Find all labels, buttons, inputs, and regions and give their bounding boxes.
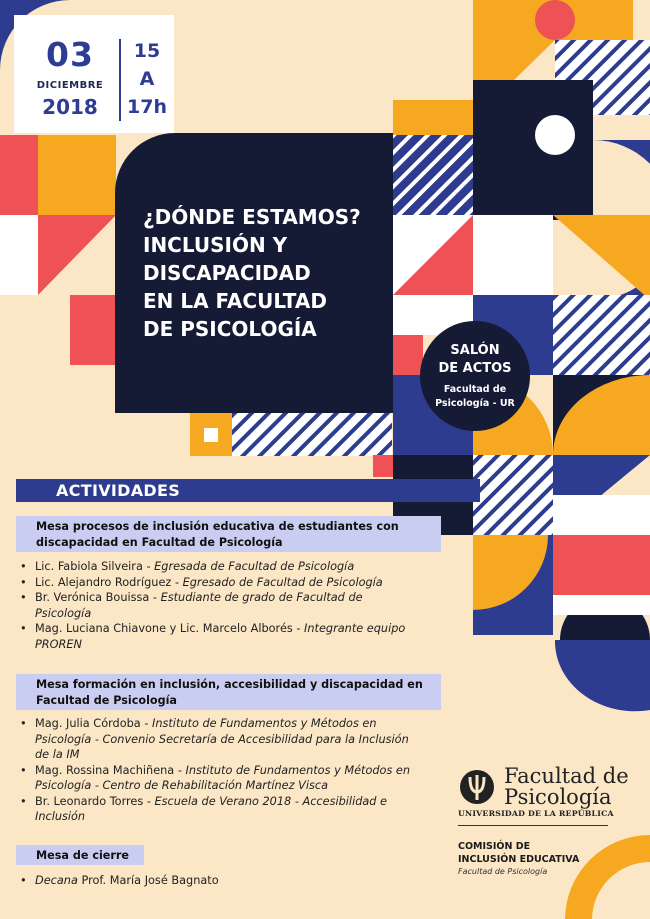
white-block — [0, 215, 38, 295]
speaker-name: Br. Verónica Bouissa - — [35, 591, 161, 604]
title-line: DE PSICOLOGÍA — [143, 317, 317, 341]
speaker-name: Prof. María José Bagnato — [77, 874, 219, 887]
speaker-name: Br. Leonardo Torres - — [35, 794, 155, 808]
speaker-list — [20, 873, 420, 889]
section-title-line: discapacidad en Facultad de Psicología — [36, 536, 283, 549]
navy-block — [473, 80, 593, 220]
event-day: 03 — [46, 35, 94, 74]
red-block — [393, 335, 423, 375]
blue-half-circle — [555, 640, 650, 711]
faculty-name: Psicología — [504, 785, 612, 809]
list-item — [20, 763, 440, 794]
speaker-role: PROREN — [35, 637, 82, 651]
list-item — [20, 873, 420, 889]
hour-to: 17h — [127, 96, 167, 118]
speaker-role: Egresada de Facultad de Psicología — [154, 560, 355, 573]
speaker-name: Mag. Julia Córdoba - — [35, 717, 152, 730]
list-item — [20, 575, 420, 591]
speaker-role: Instituto de Fundamentos y Métodos en — [152, 717, 377, 730]
speaker-name: Lic. Fabiola Silveira - — [35, 560, 155, 573]
divider — [458, 825, 608, 826]
section-title-line: Facultad de Psicología — [36, 694, 177, 707]
list-item — [20, 621, 420, 652]
section-title — [36, 848, 129, 864]
striped-block — [232, 413, 392, 456]
psi-logo-icon — [458, 768, 496, 806]
venue-line: DE ACTOS — [438, 361, 512, 376]
white-block — [204, 428, 218, 442]
title-line: EN LA FACULTAD — [143, 289, 327, 313]
hour-from: 15 — [133, 40, 161, 62]
speaker-role: Psicología - Centro de Rehabilitación Martínez Visca — [35, 779, 329, 792]
title-line: ¿DÓNDE ESTAMOS? — [143, 205, 361, 229]
speaker-name: Mag. Luciana Chiavone y Lic. Marcelo Alborés - — [35, 622, 305, 635]
venue-line: SALÓN — [450, 343, 500, 358]
section-header — [16, 516, 441, 552]
red-circle — [535, 0, 575, 40]
red-block — [70, 295, 116, 365]
red-triangle — [38, 215, 116, 295]
red-block — [0, 135, 38, 215]
commission-line: COMISIÓN DE — [458, 841, 531, 852]
section-title — [36, 519, 399, 551]
white-block — [473, 215, 553, 295]
event-hours — [126, 37, 168, 121]
speaker-role: Psicología - Convenio Secretaría de Accesibilidad para la Inclusión — [35, 732, 409, 746]
speaker-role: Escuela de Verano 2018 - Accesibilidad e — [154, 794, 388, 808]
speaker-role: Egresado de Facultad de Psicología — [182, 575, 383, 589]
white-circle — [535, 115, 575, 155]
section-header — [16, 674, 441, 710]
title-box — [115, 133, 393, 413]
speaker-role: Inclusión — [35, 810, 86, 823]
red-block — [373, 455, 393, 477]
striped-block — [473, 455, 553, 535]
list-item — [20, 716, 440, 763]
commission-credit — [458, 840, 579, 877]
speaker-role: Integrante equipo — [304, 622, 406, 635]
white-block — [553, 495, 650, 535]
university-name: UNIVERSIDAD DE LA REPÚBLICA — [458, 809, 614, 818]
faculty-logo — [458, 763, 629, 829]
faculty-name: Facultad de — [504, 764, 629, 788]
activities-header — [16, 479, 480, 502]
speaker-list — [20, 559, 420, 652]
event-year: 2018 — [42, 95, 98, 119]
list-item — [20, 794, 440, 825]
venue-line: Facultad de — [443, 384, 507, 395]
activities-heading: ACTIVIDADES — [56, 481, 181, 500]
speaker-list — [20, 716, 440, 825]
orange-block — [393, 100, 473, 140]
speaker-role: Decana — [35, 874, 78, 887]
hour-separator: A — [139, 68, 155, 90]
date-box — [14, 15, 174, 133]
commission-subtitle: Facultad de Psicología — [458, 867, 548, 876]
speaker-role: Instituto de Fundamentos y Métodos en — [185, 763, 411, 777]
title-line: DISCAPACIDAD — [143, 261, 311, 285]
speaker-role: Psicología — [35, 606, 92, 620]
speaker-role: Estudiante de grado de Facultad de — [160, 591, 363, 604]
white-block — [553, 595, 650, 615]
commission-line: INCLUSIÓN EDUCATIVA — [458, 854, 580, 865]
section-title-line: Mesa procesos de inclusión educativa de estudiantes con — [36, 520, 399, 533]
speaker-name: Lic. Alejandro Rodríguez - — [35, 575, 183, 589]
orange-block — [38, 135, 116, 215]
list-item — [20, 559, 420, 575]
section-title — [36, 677, 423, 709]
event-month: DICIEMBRE — [36, 80, 104, 91]
striped-block — [553, 295, 650, 375]
striped-block — [393, 135, 473, 215]
speaker-role: de la IM — [35, 748, 80, 761]
venue-line: Psicología - UR — [435, 398, 515, 409]
venue-badge — [420, 321, 530, 431]
date-divider — [119, 39, 121, 121]
speaker-name: Mag. Rossina Machiñena - — [35, 763, 186, 777]
section-header — [16, 845, 144, 865]
section-title-line: Mesa formación en inclusión, accesibilidad y discapacidad en — [36, 678, 423, 691]
title-line: INCLUSIÓN Y — [143, 233, 288, 257]
orange-triangle — [553, 215, 650, 300]
section-title-line: Mesa de cierre — [36, 849, 129, 862]
red-block — [553, 535, 650, 595]
list-item — [20, 590, 420, 621]
